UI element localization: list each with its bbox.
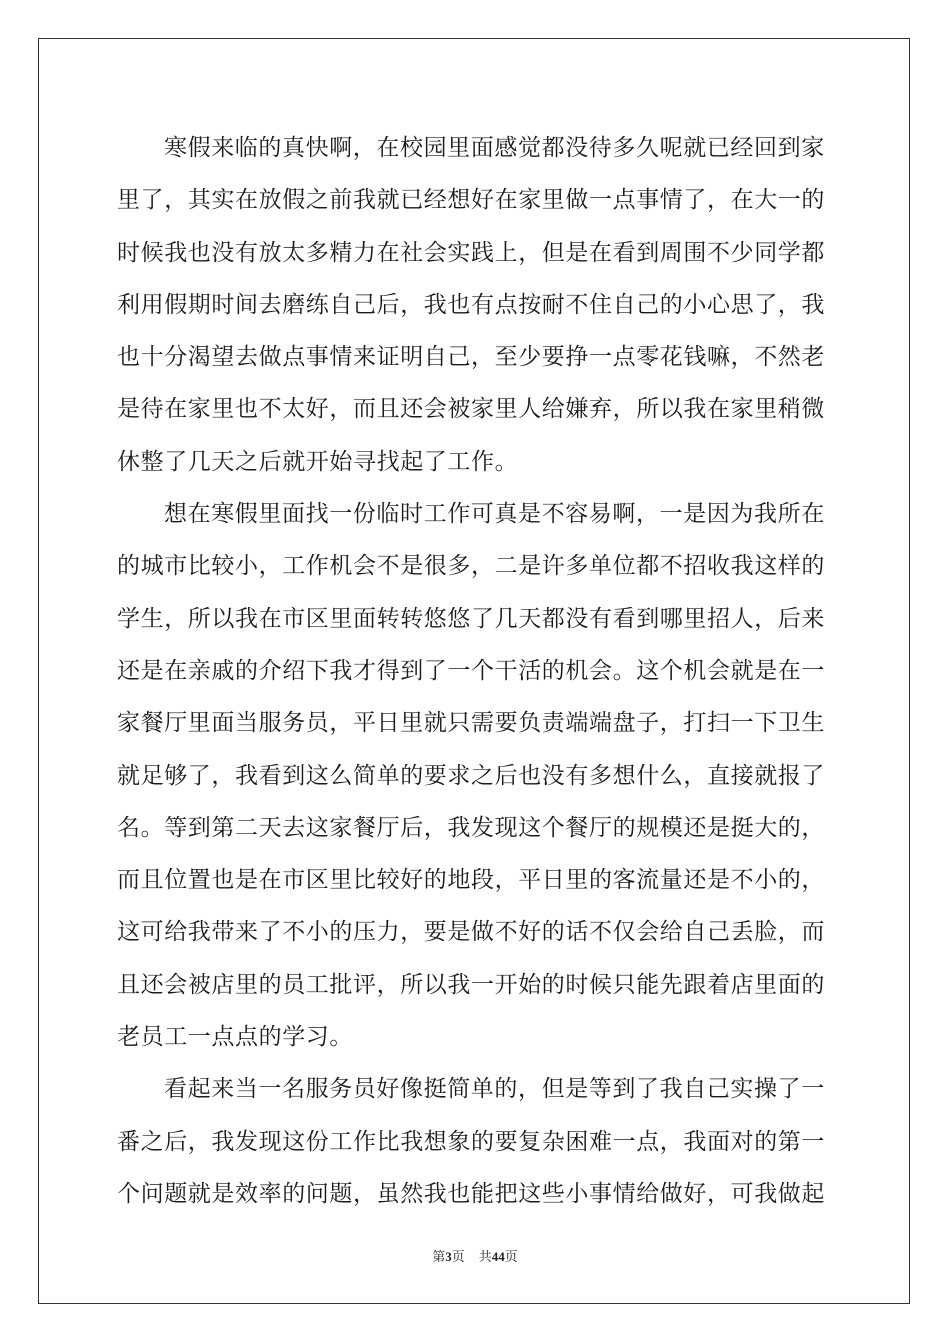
paragraph-line: 个问题就是效率的问题，虽然我也能把这些小事情给做好，可我做起 [117,1180,825,1207]
paragraph-line: 还是在亲戚的介绍下我才得到了一个干活的机会。这个机会就是在一 [117,657,825,684]
total-prefix: 共 [478,1249,492,1264]
paragraph-line: 寒假来临的真快啊，在校园里面感觉都没待多久呢就已经回到家 [164,135,825,161]
page-number: 3 [445,1249,452,1264]
total-suffix: 页 [504,1249,518,1264]
paragraph-line: 休整了几天之后就开始寻找起了工作。 [117,448,519,475]
paragraph-line: 就足够了，我看到这么简单的要求之后也没有多想什么，直接就报了 [117,762,825,789]
paragraph-line: 的城市比较小，工作机会不是很多，二是许多单位都不招收我这样的 [117,553,825,580]
paragraph-line: 且还会被店里的员工批评，所以我一开始的时候只能先跟着店里面的 [117,971,825,998]
page-suffix: 页 [451,1249,465,1264]
paragraph-line: 利用假期时间去磨练自己后，我也有点按耐不住自己的小心思了，我 [117,291,825,318]
total-pages: 44 [491,1249,505,1264]
paragraph-line: 也十分渴望去做点事情来证明自己，至少要挣一点零花钱嘛，不然老 [117,344,825,371]
paragraph-line: 时候我也没有放太多精力在社会实践上，但是在看到周围不少同学都 [117,239,825,266]
page-prefix: 第 [432,1249,446,1264]
paragraph-line: 这可给我带来了不小的压力，要是做不好的话不仅会给自己丢脸，而 [117,919,825,946]
paragraph-line: 看起来当一名服务员好像挺简单的，但是等到了我自己实操了一 [164,1076,825,1103]
paragraph-line: 老员工一点点的学习。 [117,1024,353,1051]
paragraph-line: 里了，其实在放假之前我就已经想好在家里做一点事情了，在大一的 [117,187,825,214]
paragraph-line: 家餐厅里面当服务员，平日里就只需要负责端端盘子，打扫一下卫生 [117,710,825,737]
document-body [117,122,833,1220]
page-footer [0,1246,950,1265]
paragraph-line: 番之后，我发现这份工作比我想象的要复杂困难一点，我面对的第一 [117,1128,825,1155]
paragraph-line: 是待在家里也不太好，而且还会被家里人给嫌弃，所以我在家里稍微 [117,396,825,423]
paragraph-line: 名。等到第二天去这家餐厅后，我发现这个餐厅的规模还是挺大的， [117,814,825,841]
paragraph-line: 学生，所以我在市区里面转转悠悠了几天都没有看到哪里招人，后来 [117,605,825,632]
paragraph-line: 想在寒假里面找一份临时工作可真是不容易啊，一是因为我所在 [164,501,825,528]
paragraph-line: 而且位置也是在市区里比较好的地段，平日里的客流量还是不小的， [117,867,825,894]
